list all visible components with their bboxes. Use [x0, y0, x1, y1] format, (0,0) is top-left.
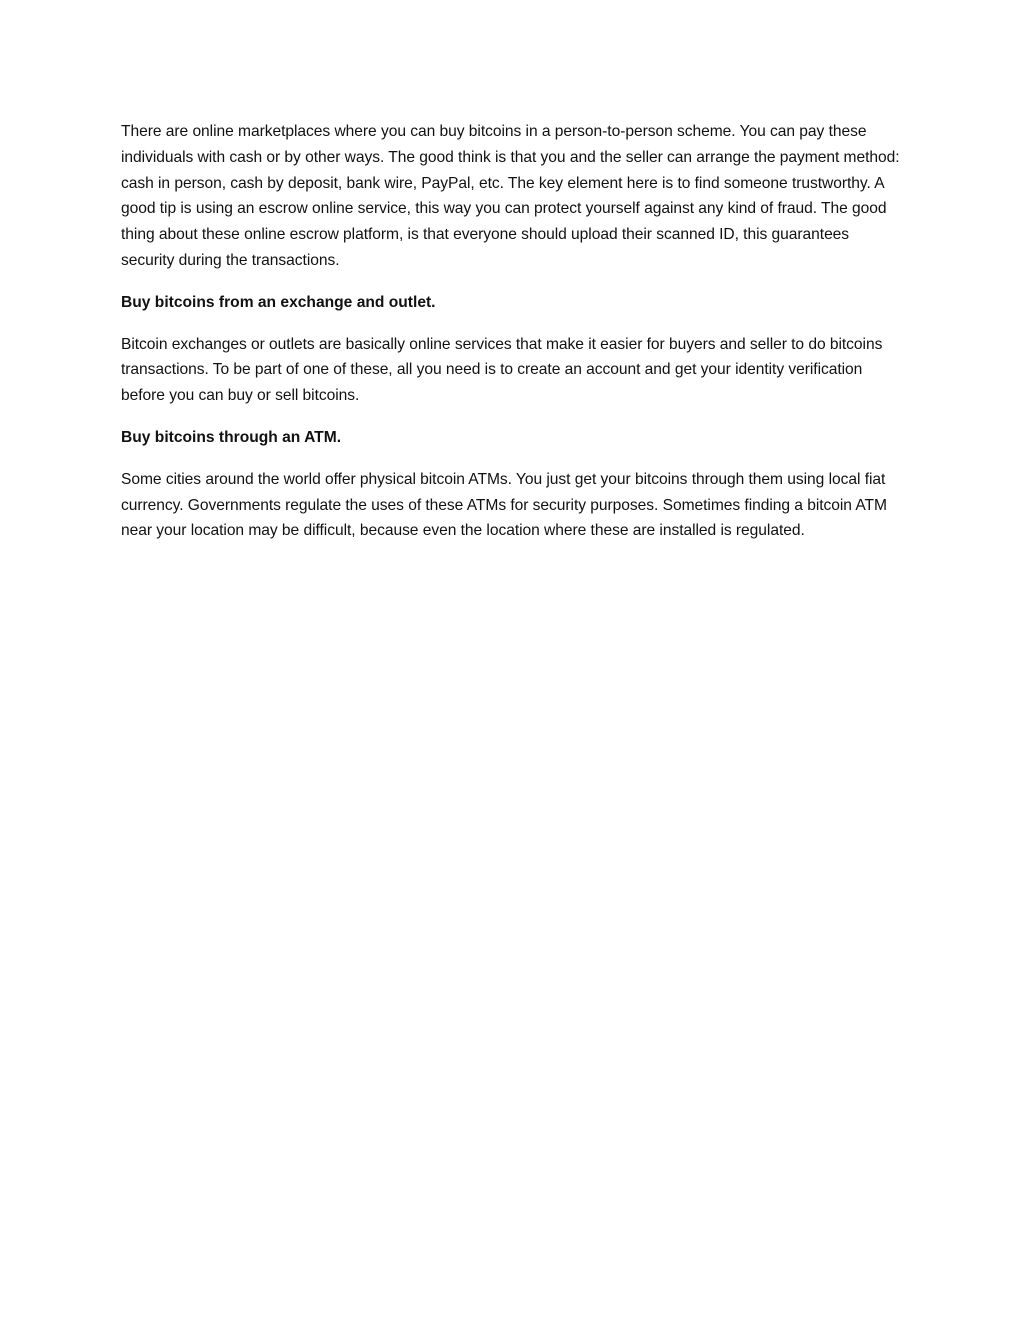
paragraph-atms: Some cities around the world offer physical bitcoin ATMs. You just get your bitcoins through them using local fiat currency. Governments regulate the uses of these ATMs for security purposes. Sometimes finding a bitcoin ATM near your location may be difficult, because even the location where these are installed is regulated.	[121, 470, 887, 540]
paragraph-p2p-marketplaces: There are online marketplaces where you can buy bitcoins in a person-to-person scheme. You can pay these individuals with cash or by other ways. The good think is that you and the seller can arrange the payment method: cash in person, cash by deposit, bank wire, PayPal, etc. The key element here is to find someone trustworthy. A good tip is using an escrow online service, this way you can protect yourself against any kind of fraud. The good thing about these online escrow platform, is that everyone should upload their scanned ID, this guarantees security during the transactions.	[121, 123, 900, 269]
document-body	[121, 119, 906, 560]
heading-exchange-outlet: Buy bitcoins from an exchange and outlet.	[121, 293, 436, 311]
paragraph-exchanges: Bitcoin exchanges or outlets are basically online services that make it easier for buyers and seller to do bitcoins transactions. To be part of one of these, all you need is to create an account and get your identity verification before you can buy or sell bitcoins.	[121, 335, 883, 405]
heading-atm: Buy bitcoins through an ATM.	[121, 428, 342, 446]
